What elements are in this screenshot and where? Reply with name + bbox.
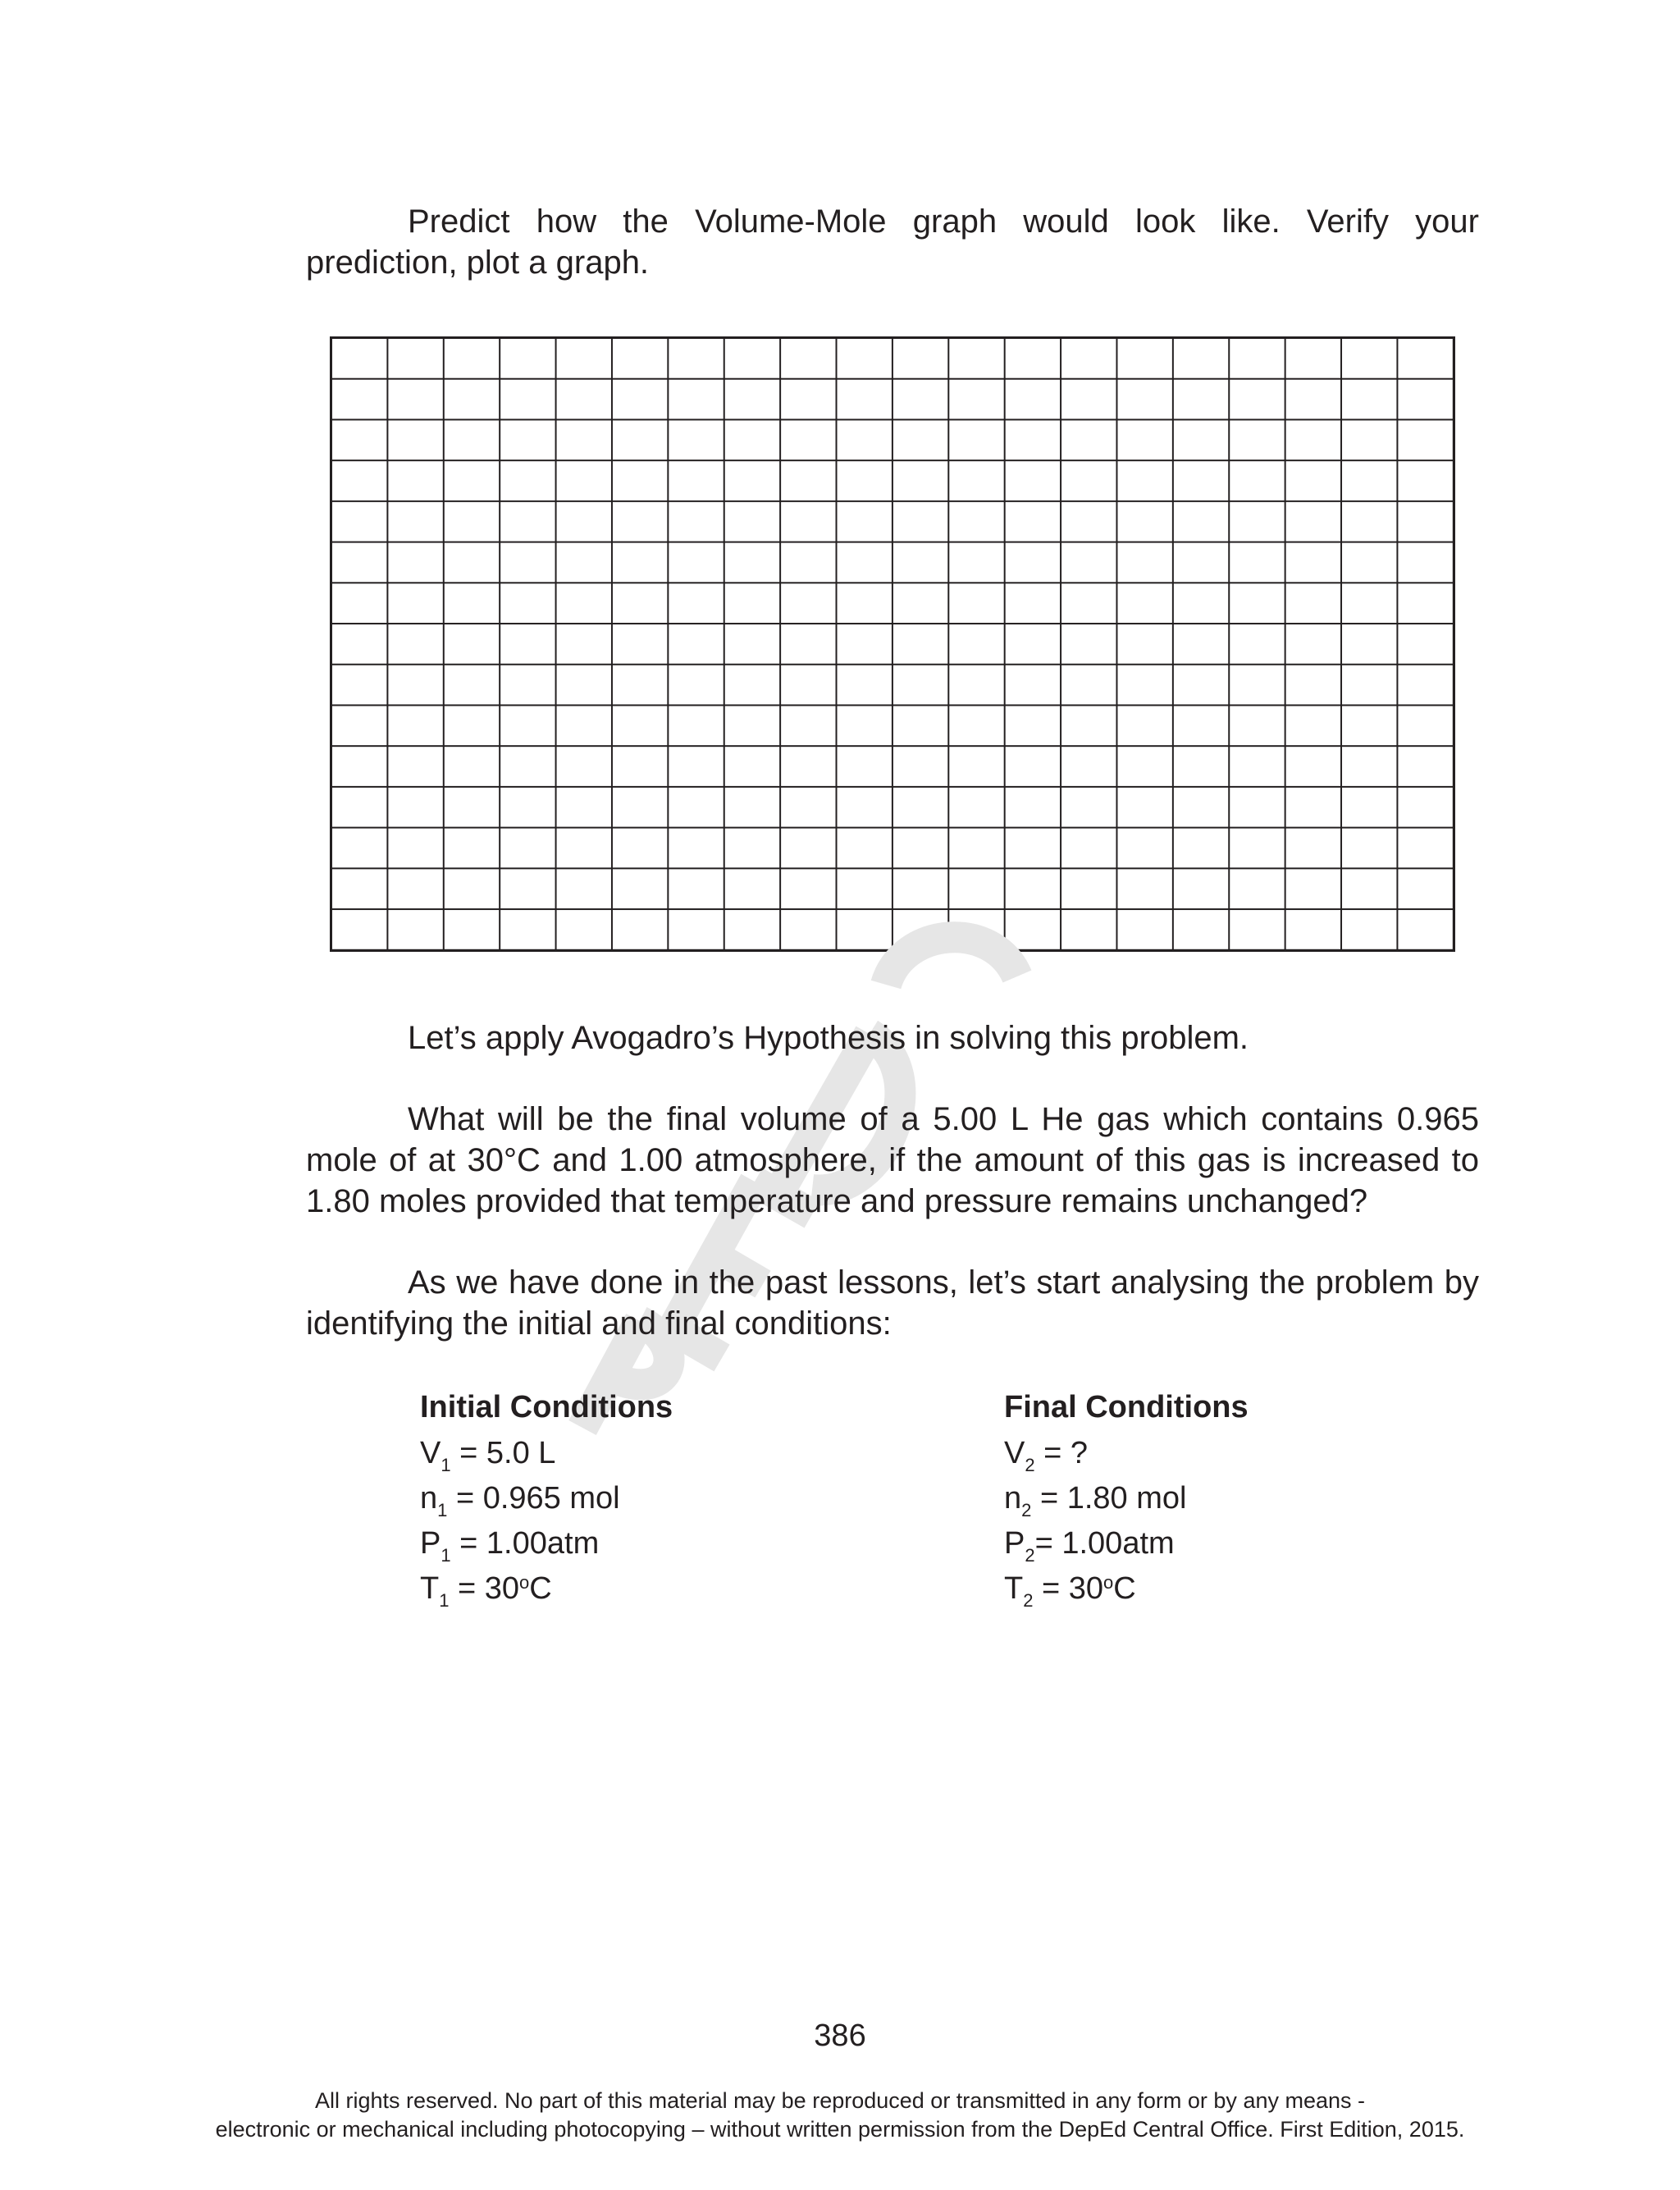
final-volume: $V_2$ = ? xyxy=(1004,1436,1089,1475)
initial-conditions-heading: Initial Conditions xyxy=(420,1390,673,1424)
initial-volume: $V_1 = 5.0$ L xyxy=(420,1436,556,1475)
final-conditions xyxy=(1004,1387,1249,1612)
initial-moles: $n_1 = 0.965$ mol xyxy=(420,1481,620,1520)
initial-temperature: $T_1 = 30^oC$ xyxy=(420,1571,552,1611)
problem-statement: What will be the final volume of a 5.00 L He gas which contains 0.965 mole of at 30°C and 1.00 atmosphere, if the amount of this gas is increased to 1.80 moles provided that temperature and pressure remains unchanged? xyxy=(306,1101,1479,1219)
final-pressure: $P_2= 1.00atm$ xyxy=(1004,1526,1175,1566)
page-number: 386 xyxy=(814,2019,866,2053)
final-conditions-heading: Final Conditions xyxy=(1004,1390,1249,1424)
intro-instruction: Predict how the Volume-Mole graph would look like. Verify your prediction, plot a graph. xyxy=(306,203,1479,281)
analysis-instruction: As we have done in the past lessons, let’s start analysing the problem by identifying the initial and final conditions: xyxy=(306,1264,1479,1342)
initial-conditions xyxy=(420,1387,673,1612)
footer-copyright-line-1: All rights reserved. No part of this material may be reproduced or transmitted in any form or by any means - xyxy=(314,2088,1366,2113)
final-moles: $n_2 = 1.80$ mol xyxy=(1004,1481,1187,1520)
initial-pressure: $P_1 = 1.00atm$ xyxy=(420,1526,600,1566)
footer-copyright-line-2: electronic or mechanical including photocopying – without written permission from the DepEd Central Office. First Edition, 2015. xyxy=(215,2117,1465,2142)
avogadro-intro: Let’s apply Avogadro’s Hypothesis in solving this problem. xyxy=(408,1020,1249,1056)
graph-grid xyxy=(330,336,1455,952)
final-temperature: $T_2 = 30^oC$ xyxy=(1004,1571,1136,1611)
